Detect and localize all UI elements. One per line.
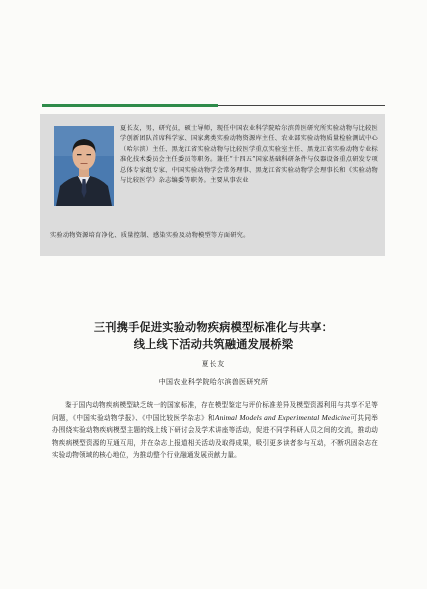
article-abstract xyxy=(52,399,378,462)
author-photo xyxy=(54,126,114,206)
abstract-part2: 可共同举办围绕实验动物疾病模型主题的线上线下研讨会及学术讲座等活动，促进不同学科研人员之间的交流，推动动物疾病模型资源的互通互用，并在杂志上报道相关活动及取得成果，吸引更多读者参与互动，不断巩固杂志在实验动物领域的核心地位，为推动整个行业融通发展贡献力量。 xyxy=(52,413,378,460)
article-title-line1: 三刊携手促进实验动物疾病模型标准化与共享： xyxy=(93,320,334,334)
author-bio-text-continued: 实验动物资源培育净化、质量控制、感染实验及动物模型等方面研究。 xyxy=(50,232,250,239)
author-affiliation: 中国农业科学院哈尔滨兽医研究所 xyxy=(158,378,269,386)
author-bio-box xyxy=(40,114,385,256)
header-rule xyxy=(42,104,385,107)
author-bio-text: 夏长友，男，研究员，硕士导师，现任中国农业科学院哈尔滨兽医研究所实验动物与比较医学创新团队首席科学家、国家禽类实验动物资源库主任、农业部实验动物质量检验测试中心（哈尔滨）主任、黑龙江省实验动物与比较医学重点实验室主任、黑龙江省实验动物专业标准化技术委员会主任委员等职务。兼任“十四五”国家基础科研条件与仪器设备重点研发专项总体专家组专家、中国实验动物学会常务理事、黑龙江省实验动物学会理事长和《实验动物与比较医学》杂志编委等职务。主要从事农业 xyxy=(120,125,378,185)
abstract-journal-english: Animal Models and Experimental Medicine xyxy=(214,412,351,422)
abstract-part1: 鉴于国内动物疾病模型缺乏统一的国家标准，存在模型鉴定与评价标准差异及模型资源利用与共享不足等问题，《中国实验动物学报》、《中国比较医学杂志》和 xyxy=(52,401,378,422)
header-rule-accent xyxy=(42,104,218,107)
article-title-line2: 线上线下活动共筑融通发展桥梁 xyxy=(133,337,294,351)
header-rule-line xyxy=(218,105,385,106)
author-portrait-image xyxy=(54,126,114,206)
article-author: 夏长友 xyxy=(201,360,226,368)
